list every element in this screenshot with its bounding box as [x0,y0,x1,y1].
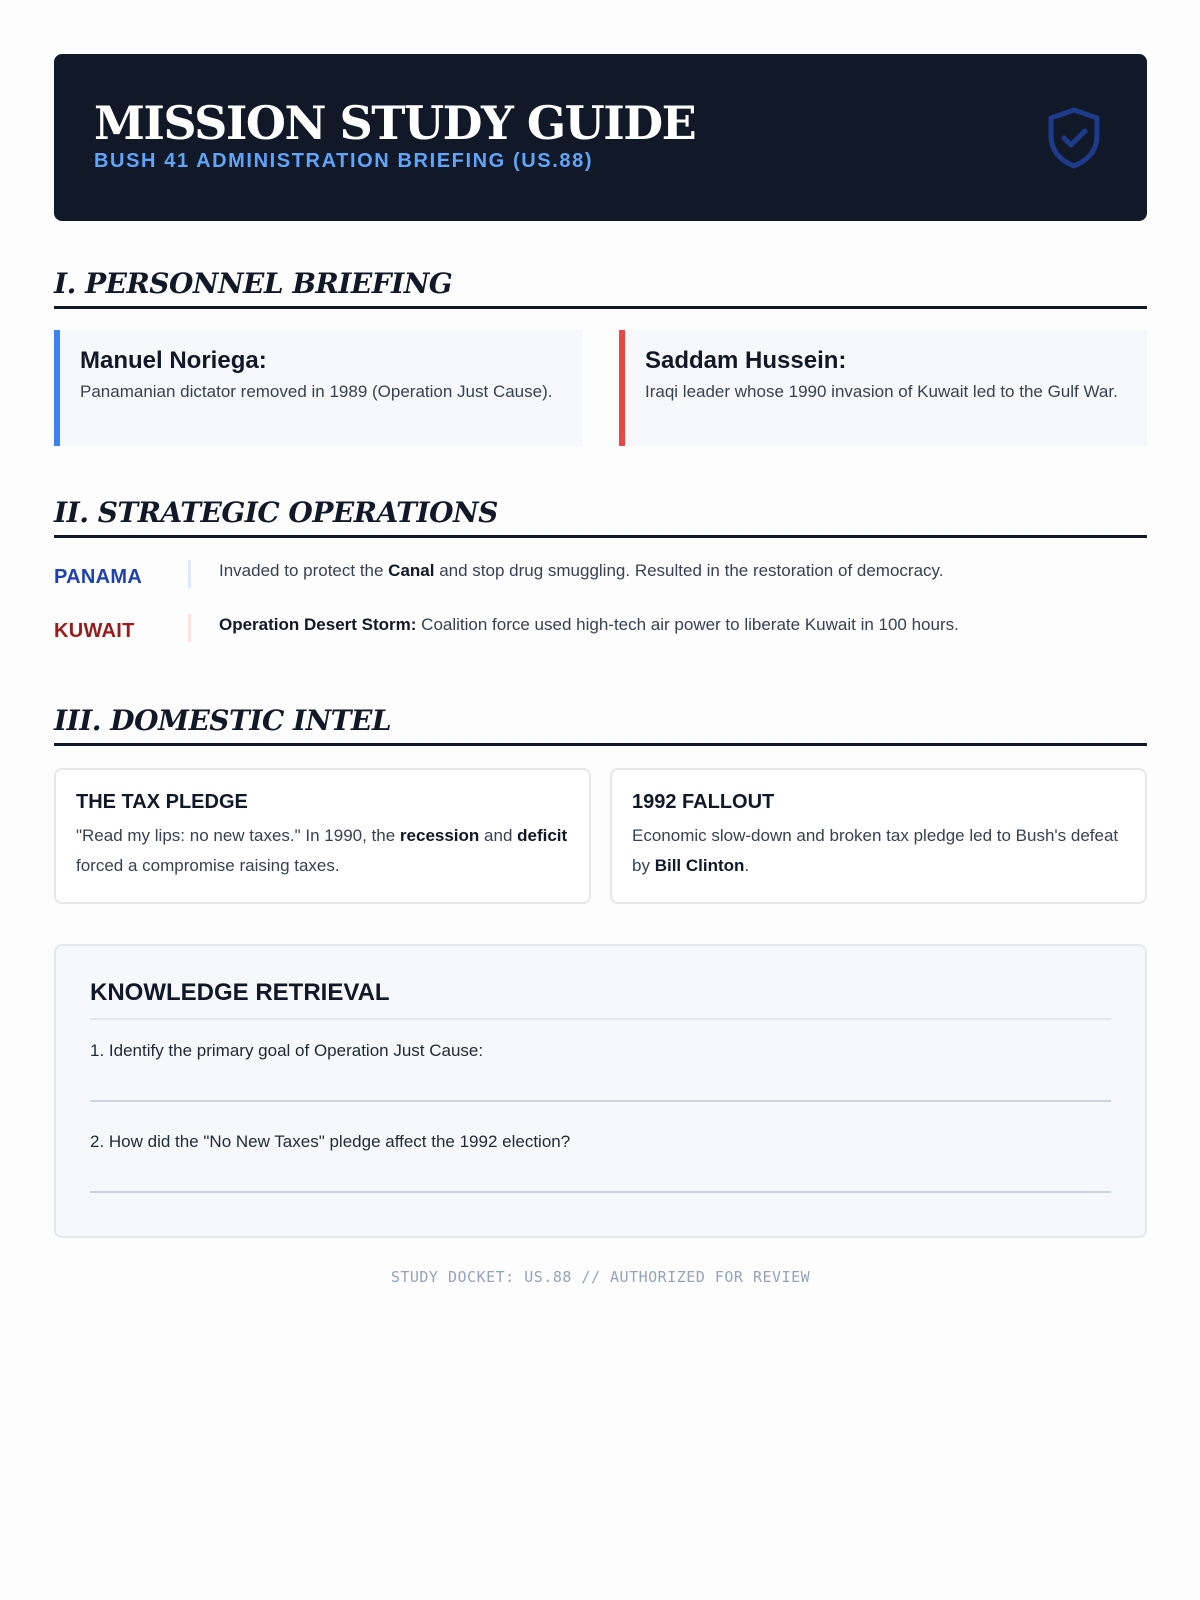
operation-row-kuwait [54,604,1147,658]
personnel-card-noriega [54,330,582,446]
knowledge-retrieval-title: KNOWLEDGE RETRIEVAL [90,978,1111,1020]
operation-label: KUWAIT [54,620,135,642]
domestic-card-fallout [610,768,1147,904]
page-title: MISSION STUDY GUIDE [94,96,696,150]
question-2: 2. How did the "No New Taxes" pledge affect the 1992 election? [90,1132,1111,1193]
question-1: 1. Identify the primary goal of Operation Just Cause: [90,1041,1111,1102]
domestic-card-title: 1992 FALLOUT [632,791,775,813]
personnel-cards [54,330,1147,446]
domestic-card-text: "Read my lips: no new taxes." In 1990, the recession and deficit forced a compromise raising taxes. [76,826,568,875]
divider [188,614,191,642]
page-subtitle: BUSH 41 ADMINISTRATION BRIEFING (US.88) [94,150,594,172]
domestic-card-tax-pledge [54,768,591,904]
personnel-name: Saddam Hussein: [645,347,847,374]
domestic-card-text: Economic slow-down and broken tax pledge led to Bush's defeat by Bill Clinton. [632,826,1119,875]
divider [188,560,191,588]
personnel-card-hussein [619,330,1147,446]
operations-list [54,550,1147,658]
operation-text: Invaded to protect the Canal and stop drug smuggling. Resulted in the restoration of democracy. [219,561,944,580]
shield-check-icon [1045,106,1103,170]
study-guide-page [54,54,1147,1286]
header-banner [54,54,1147,221]
personnel-desc: Panamanian dictator removed in 1989 (Operation Just Cause). [80,382,553,401]
section-personnel-heading: I. PERSONNEL BRIEFING [54,267,1147,309]
operation-label: PANAMA [54,566,143,588]
domestic-card-title: THE TAX PLEDGE [76,791,248,813]
knowledge-retrieval-box [54,944,1147,1238]
section-domestic-heading: III. DOMESTIC INTEL [54,704,1147,746]
footer-docket: STUDY DOCKET: US.88 // AUTHORIZED FOR REVIEW [390,1268,811,1286]
domestic-cards [54,768,1147,904]
section-operations-heading: II. STRATEGIC OPERATIONS [54,496,1147,538]
personnel-name: Manuel Noriega: [80,347,267,374]
operation-text: Operation Desert Storm: Coalition force used high-tech air power to liberate Kuwait in 100 hours. [219,615,959,634]
operation-row-panama [54,550,1147,604]
personnel-desc: Iraqi leader whose 1990 invasion of Kuwait led to the Gulf War. [645,382,1118,401]
